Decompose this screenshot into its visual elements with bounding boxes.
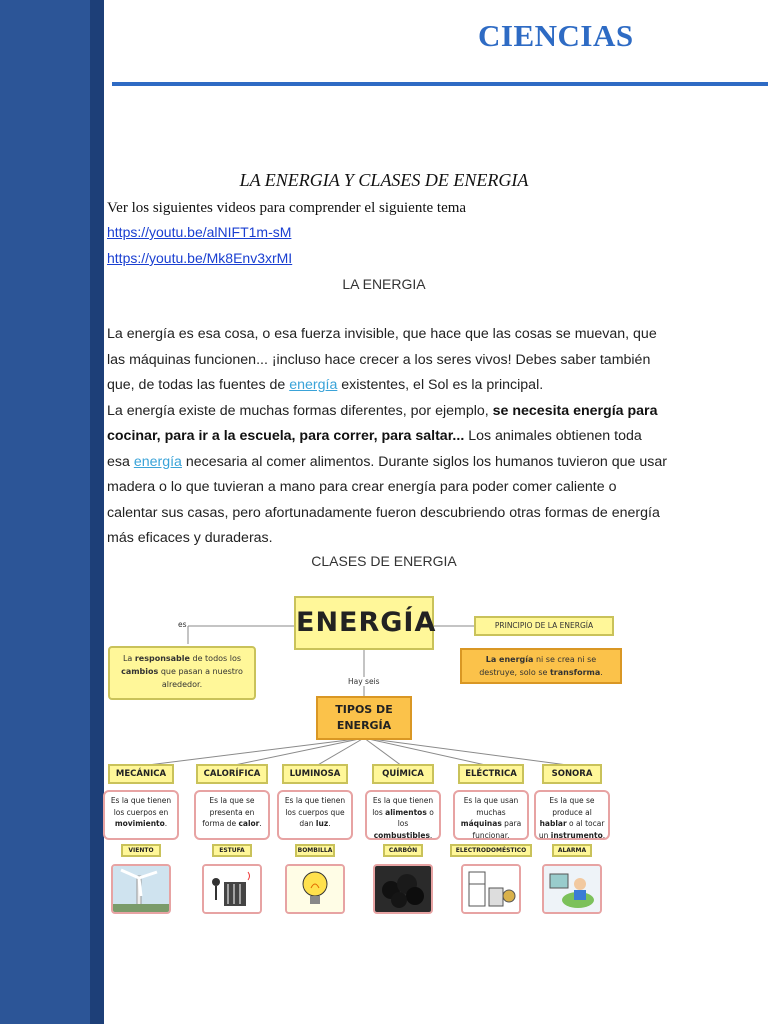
principle-text-2: . <box>600 668 603 677</box>
video-link-2[interactable]: https://youtu.be/Mk8Env3xrMI <box>107 250 293 266</box>
section-heading-clases: CLASES DE ENERGIA <box>311 553 457 569</box>
page-header-title: CIENCIAS <box>478 18 634 53</box>
energy-type-4-example: ELECTRODOMÉSTICO <box>450 844 532 857</box>
energy-concept-map <box>104 590 640 920</box>
definition-box <box>108 646 256 700</box>
para-text-3: La energía existe de muchas formas diferentes, por ejemplo, <box>107 402 493 419</box>
es-label: es <box>178 620 187 629</box>
energy-type-0-description: Es la que tienen los cuerpos en movimiento. <box>103 790 179 840</box>
definition-text-2: de todos los <box>189 654 242 663</box>
tipos-energia-box: TIPOS DE ENERGÍA <box>316 696 412 740</box>
section-heading-energia: LA ENERGIA <box>342 276 426 292</box>
wind-turbine-icon <box>111 864 171 914</box>
energy-type-1-description: Es la que se presenta en forma de calor. <box>194 790 270 840</box>
energy-type-2-example: BOMBILLA <box>295 844 335 857</box>
appliances-icon <box>461 864 521 914</box>
video-link-1[interactable]: https://youtu.be/alNIFT1m-sM <box>107 224 292 240</box>
energy-type-3-description: Es la que tienen los alimentos o los combustibles. <box>365 790 441 840</box>
sidebar-stripe <box>90 0 104 1024</box>
energy-type-2-description: Es la que tienen los cuerpos que dan luz. <box>277 790 353 840</box>
principle-title-box: PRINCIPIO DE LA ENERGÍA <box>474 616 614 636</box>
energy-type-0-name: MECÁNICA <box>108 764 174 784</box>
energy-paragraph <box>107 322 667 552</box>
definition-text-3: que pasan a nuestro alrededor. <box>158 667 243 689</box>
energy-type-5-example: ALARMA <box>552 844 592 857</box>
principle-box <box>460 648 622 684</box>
principle-bold-2: transforma <box>549 668 601 677</box>
energy-type-1-name: CALORÍFICA <box>196 764 268 784</box>
energia-main-box: ENERGÍA <box>294 596 434 650</box>
energy-type-4-description: Es la que usan muchas máquinas para funcionar. <box>453 790 529 840</box>
principle-bold-1: La energía <box>485 655 534 664</box>
energy-type-1-example: ESTUFA <box>212 844 252 857</box>
para-text-1: La energía es esa cosa, o esa fuerza invisible, que hace que las cosas se muevan, que las máquinas funcionen... ¡incluso hace crecer a los seres vivos! Debes saber también que, de todas las fuentes de <box>107 326 657 393</box>
hay-seis-label: Hay seis <box>348 677 380 686</box>
stove-icon <box>202 864 262 914</box>
energia-link-1[interactable]: energía <box>289 377 338 393</box>
para-text-2: existentes, el Sol es la principal. <box>337 377 544 393</box>
left-sidebar <box>0 0 104 1024</box>
energy-type-2-name: LUMINOSA <box>282 764 348 784</box>
principle-text-1: ni se crea ni se destruye, solo se <box>479 655 597 677</box>
energy-type-5-description: Es la que se produce al hablar o al tocar un instrumento. <box>534 790 610 840</box>
energy-type-3-name: QUÍMICA <box>372 764 434 784</box>
energia-link-2[interactable]: energía <box>133 453 182 470</box>
para-bold-text: se necesita energía para cocinar, para ir a la escuela, para correr, para saltar... <box>107 402 658 444</box>
energy-type-3-example: CARBÓN <box>383 844 423 857</box>
definition-bold-2: cambios <box>121 667 159 676</box>
alarm-icon <box>542 864 602 914</box>
intro-text: Ver los siguientes videos para comprender el siguiente tema <box>107 200 467 216</box>
para-text-4: Los animales obtienen toda esa <box>107 428 642 470</box>
light-bulb-icon <box>285 864 345 914</box>
para-text-5: necesaria al comer alimentos. Durante siglos los humanos tuvieron que usar madera o lo que tuvieran a mano para crear energía para poder comer caliente o calentar sus casas, pero afortunadamente fueron descubriendo otras formas de energía más eficaces y duraderas. <box>107 453 667 546</box>
definition-text-1: La <box>122 654 135 663</box>
energy-type-0-example: VIENTO <box>121 844 161 857</box>
energy-type-4-name: ELÉCTRICA <box>458 764 524 784</box>
definition-bold-1: responsable <box>134 654 190 663</box>
energy-type-5-name: SONORA <box>542 764 602 784</box>
coal-icon <box>373 864 433 914</box>
header-rule <box>112 82 768 86</box>
document-title: LA ENERGIA Y CLASES DE ENERGIA <box>239 170 529 190</box>
